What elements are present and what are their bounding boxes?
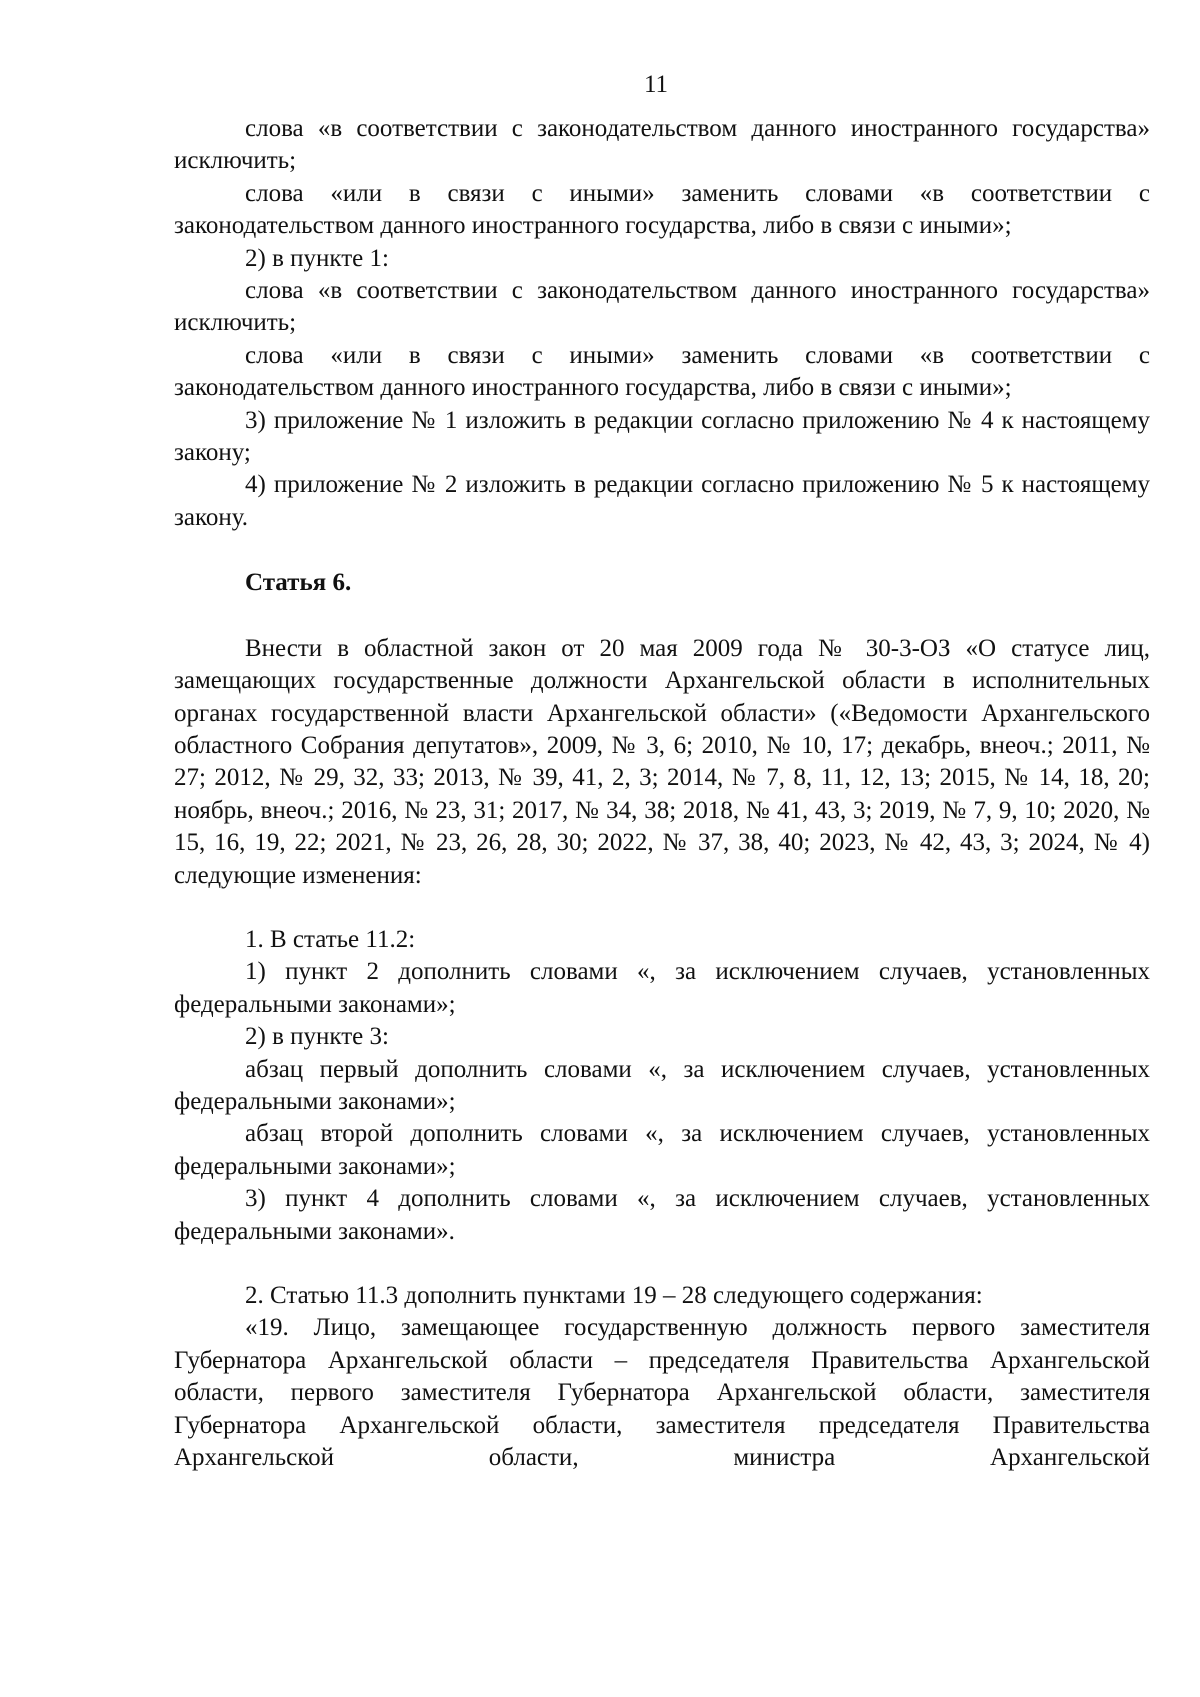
spacer xyxy=(174,892,1150,924)
paragraph: слова «или в связи с иными» заменить словами «в соответствии с законодательством данного иностранного государства, либо в связи с иными»; xyxy=(174,179,1150,240)
paragraph: 3) пункт 4 дополнить словами «, за исключением случаев, установленных федеральными законами». xyxy=(174,1185,1150,1245)
article-intro-paragraph: Внести в областной закон от 20 мая 2009 года № 30-3-ОЗ «О статусе лиц, замещающих государственные должности Архангельской области в исполнительных органах государственной власти Архангельской области» («Ведомости Архангельского областного Собрания депутатов», 2009, № 3, 6; 2010, № 10, 17; декабрь, внеоч.; 2011, № 27; 2012, № 29, 32, 33; 2013, № 39, 41, 2, 3; 2014, № 7, 8, 11, 12, 13; 2015, № 14, 18, 20; ноябрь, внеоч.; 2016, № 23, 31; 2017, № 34, 38; 2018, № 41, 43, 3; 2019, № 7, 9, 10; 2020, № 15, 16, 19, 22; 2021, № 23, 26, 28, 30; 2022, № 37, 38, 40; 2023, № 42, 43, 3; 2024, № 4) следующие изменения: xyxy=(174,634,1150,889)
spacer xyxy=(174,534,1150,567)
spacer xyxy=(174,1248,1150,1280)
paragraph: 1. В статье 11.2: xyxy=(245,925,416,953)
article-heading: Статья 6. xyxy=(245,569,352,597)
page-number: 11 xyxy=(643,71,669,98)
paragraph: «19. Лицо, замещающее государственную должность первого заместителя Губернатора Архангельской области – председателя Правительства Архангельской области, первого заместителя Губернатора Архангельской области, заместителя Губернатора Архангельской области, заместителя председателя Правительства Архангельской области, министра Архангельской xyxy=(174,1314,1150,1472)
paragraph: 2) в пункте 3: xyxy=(245,1023,389,1051)
paragraph: 2) в пункте 1: xyxy=(245,244,389,272)
paragraph: слова «в соответствии с законодательством данного иностранного государства» исключить; xyxy=(174,277,1150,337)
paragraph: 2. Статью 11.3 дополнить пунктами 19 – 28 следующего содержания: xyxy=(245,1282,983,1309)
paragraph: 4) приложение № 2 изложить в редакции согласно приложению № 5 к настоящему закону. xyxy=(174,471,1150,531)
paragraph: 1) пункт 2 дополнить словами «, за исключением случаев, установленных федеральными законами»; xyxy=(174,958,1150,1018)
paragraph: абзац первый дополнить словами «, за исключением случаев, установленных федеральными законами»; xyxy=(174,1055,1150,1115)
paragraph: абзац второй дополнить словами «, за исключением случаев, установленных федеральными законами»; xyxy=(174,1120,1150,1180)
spacer xyxy=(174,600,1150,633)
paragraph: 3) приложение № 1 изложить в редакции согласно приложению № 4 к настоящему закону; xyxy=(174,406,1150,467)
paragraph: слова «в соответствии с законодательством данного иностранного государства» исключить; xyxy=(174,115,1150,175)
document-body xyxy=(174,113,1150,1474)
paragraph: слова «или в связи с иными» заменить словами «в соответствии с законодательством данного иностранного государства, либо в связи с иными»; xyxy=(174,341,1150,402)
